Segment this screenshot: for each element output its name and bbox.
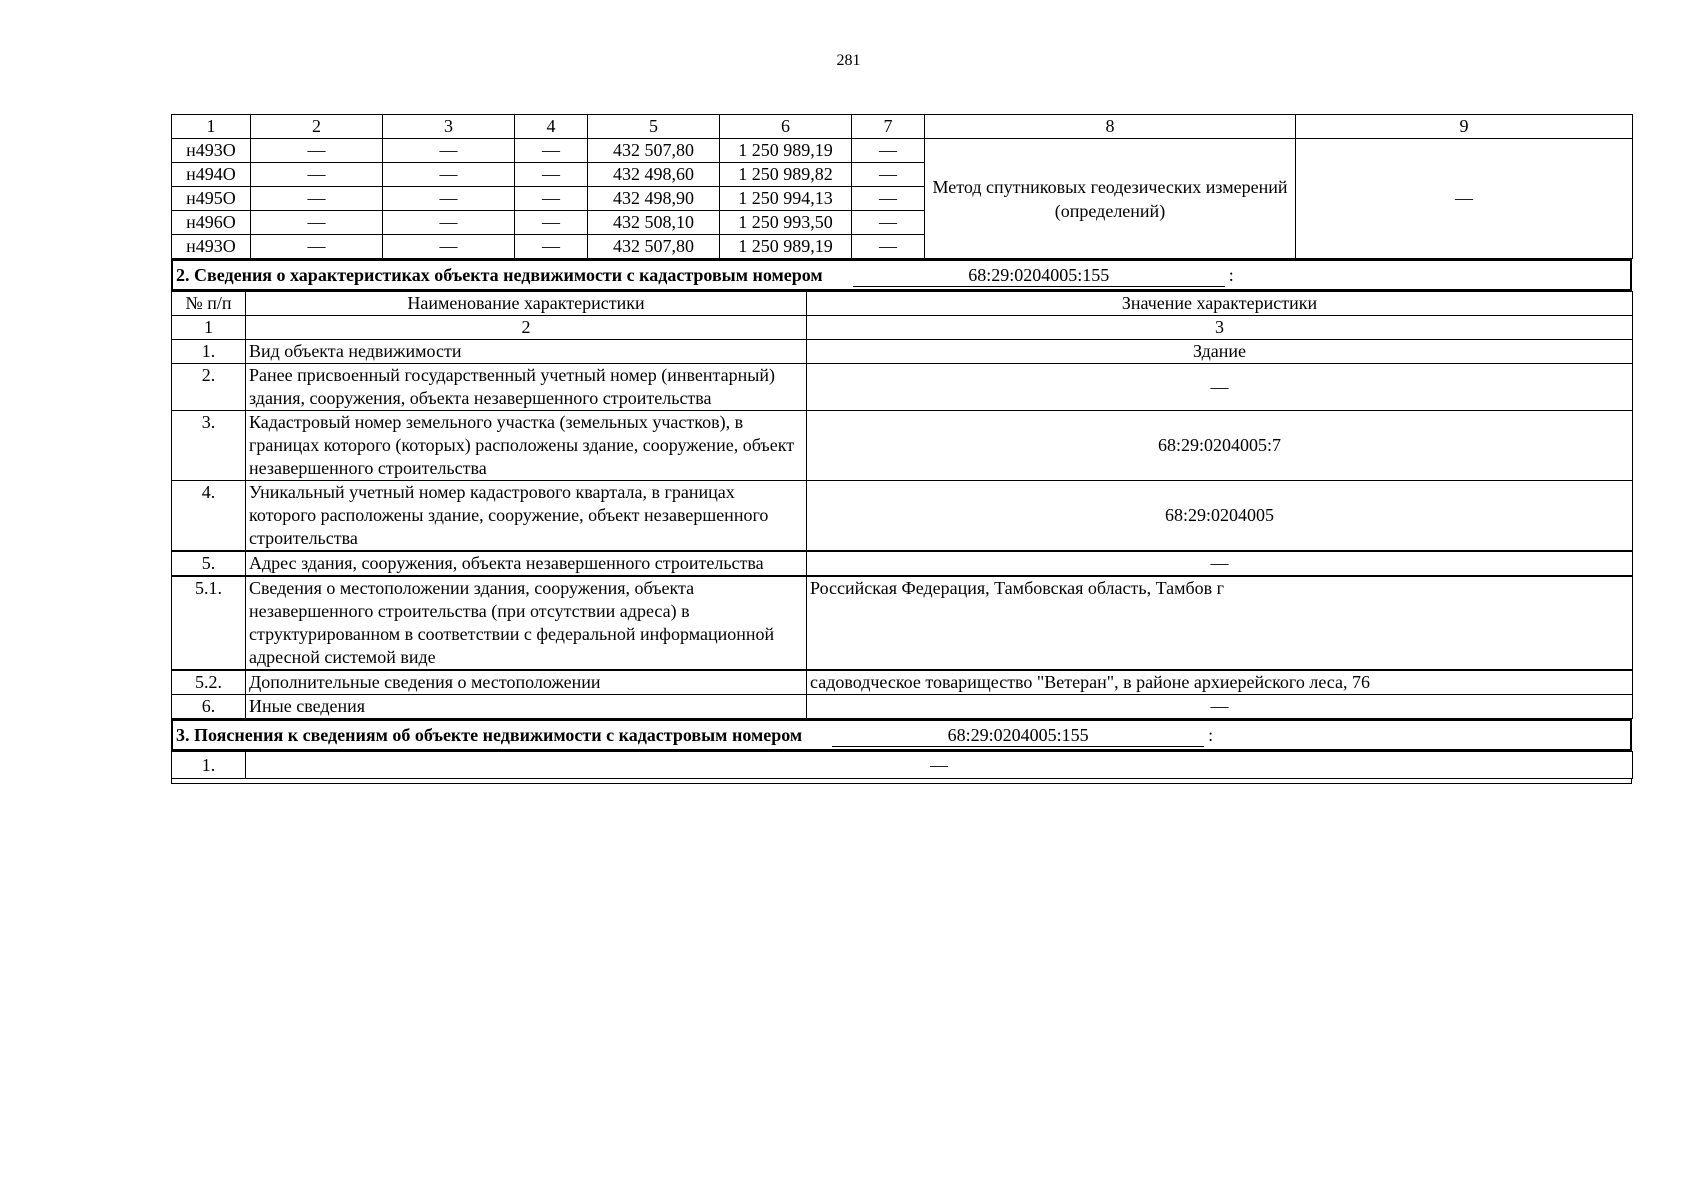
characteristics-index-row (172, 316, 1633, 340)
section-2-cadastral-number: 68:29:0204005:155 (853, 264, 1225, 287)
cell: — (515, 139, 588, 163)
table-row (172, 481, 1633, 552)
coordinates-header-row (172, 115, 1633, 139)
table-row (172, 340, 1633, 364)
characteristic-name: Кадастровый номер земельного участка (земельных участков), в границах которого (которых) расположены здание, сооружение, объект незавершенного строительства (246, 411, 807, 481)
table-row (172, 364, 1633, 411)
coordinates-table (171, 114, 1633, 259)
cell: — (383, 163, 515, 187)
cell: — (515, 211, 588, 235)
point-name: н494О (172, 163, 251, 187)
row-number: 3. (172, 411, 246, 481)
header-cell: 9 (1296, 115, 1633, 139)
cell: — (251, 187, 383, 211)
header-cell: 4 (515, 115, 588, 139)
table-row (172, 576, 1633, 670)
row-number: 1. (172, 340, 246, 364)
section-2-heading (171, 259, 1632, 291)
cell: — (852, 235, 925, 259)
y-coordinate: 1 250 989,82 (720, 163, 852, 187)
x-coordinate: 432 508,10 (588, 211, 720, 235)
characteristic-value: — (807, 695, 1633, 719)
explanations-table (171, 751, 1633, 779)
cell: — (852, 163, 925, 187)
section-2-colon: : (1228, 264, 1234, 285)
header-cell: 3 (383, 115, 515, 139)
table-row (172, 670, 1633, 695)
index-value: 3 (807, 316, 1633, 340)
method-cell: Метод спутниковых геодезических измерений (определений) (925, 139, 1296, 259)
header-cell: 2 (251, 115, 383, 139)
x-coordinate: 432 507,80 (588, 139, 720, 163)
row-number: 5. (172, 551, 246, 576)
characteristic-name: Адрес здания, сооружения, объекта незавершенного строительства (246, 551, 807, 576)
characteristic-name: Вид объекта недвижимости (246, 340, 807, 364)
characteristic-name: Ранее присвоенный государственный учетный номер (инвентарный) здания, сооружения, объекта незавершенного строительства (246, 364, 807, 411)
col9-cell: — (1296, 139, 1633, 259)
cell: — (852, 139, 925, 163)
row-number: 4. (172, 481, 246, 552)
cell: — (515, 187, 588, 211)
y-coordinate: 1 250 989,19 (720, 235, 852, 259)
point-name: н496О (172, 211, 251, 235)
table-row (172, 411, 1633, 481)
cell: — (251, 139, 383, 163)
point-name: н495О (172, 187, 251, 211)
section-3-title: 3. Пояснения к сведениям об объекте недвижимости с кадастровым номером (176, 724, 803, 745)
characteristic-value: — (807, 364, 1633, 411)
cell: — (852, 187, 925, 211)
header-num: № п/п (172, 292, 246, 316)
row-number: 2. (172, 364, 246, 411)
index-name: 2 (246, 316, 807, 340)
table-row (172, 551, 1633, 576)
header-cell: 5 (588, 115, 720, 139)
cell: — (383, 187, 515, 211)
characteristic-value: — (807, 551, 1633, 576)
table-row (172, 139, 1633, 163)
section-3-cadastral-number: 68:29:0204005:155 (832, 724, 1204, 747)
characteristic-value: садоводческое товарищество "Ветеран", в районе архиерейского леса, 76 (807, 670, 1633, 695)
characteristics-table (171, 291, 1633, 719)
section-2-title: 2. Сведения о характеристиках объекта недвижимости с кадастровым номером (176, 264, 823, 285)
document-body (171, 114, 1632, 784)
cell: — (383, 139, 515, 163)
characteristic-name: Иные сведения (246, 695, 807, 719)
characteristic-value: Здание (807, 340, 1633, 364)
row-number: 5.1. (172, 576, 246, 670)
cell: — (515, 235, 588, 259)
header-cell: 8 (925, 115, 1296, 139)
row-number: 6. (172, 695, 246, 719)
characteristic-value: 68:29:0204005 (807, 481, 1633, 552)
header-name: Наименование характеристики (246, 292, 807, 316)
header-cell: 6 (720, 115, 852, 139)
point-name: н493О (172, 235, 251, 259)
explanation-value: — (246, 752, 1633, 779)
characteristic-name: Дополнительные сведения о местоположении (246, 670, 807, 695)
table-bottom-border (171, 779, 1632, 784)
characteristic-value: Российская Федерация, Тамбовская область, Тамбов г (807, 576, 1633, 670)
cell: — (251, 211, 383, 235)
x-coordinate: 432 498,60 (588, 163, 720, 187)
cell: — (383, 211, 515, 235)
index-num: 1 (172, 316, 246, 340)
cell: — (383, 235, 515, 259)
characteristics-header-row (172, 292, 1633, 316)
x-coordinate: 432 498,90 (588, 187, 720, 211)
table-row (172, 695, 1633, 719)
characteristic-value: 68:29:0204005:7 (807, 411, 1633, 481)
header-value: Значение характеристики (807, 292, 1633, 316)
point-name: н493О (172, 139, 251, 163)
y-coordinate: 1 250 989,19 (720, 139, 852, 163)
header-cell: 1 (172, 115, 251, 139)
section-3-heading (171, 719, 1632, 751)
cell: — (251, 163, 383, 187)
x-coordinate: 432 507,80 (588, 235, 720, 259)
row-number: 5.2. (172, 670, 246, 695)
table-row (172, 752, 1633, 779)
y-coordinate: 1 250 993,50 (720, 211, 852, 235)
page-number: 281 (836, 52, 861, 69)
characteristic-name: Уникальный учетный номер кадастрового квартала, в границах которого расположены здание, сооружение, объект незавершенного строительства (246, 481, 807, 552)
y-coordinate: 1 250 994,13 (720, 187, 852, 211)
row-number: 1. (172, 752, 246, 779)
cell: — (852, 211, 925, 235)
section-3-colon: : (1208, 724, 1214, 745)
characteristic-name: Сведения о местоположении здания, сооружения, объекта незавершенного строительства (при отсутствии адреса) в структурированном в соответствии с федеральной информационной адресной системой виде (246, 576, 807, 670)
header-cell: 7 (852, 115, 925, 139)
cell: — (515, 163, 588, 187)
cell: — (251, 235, 383, 259)
